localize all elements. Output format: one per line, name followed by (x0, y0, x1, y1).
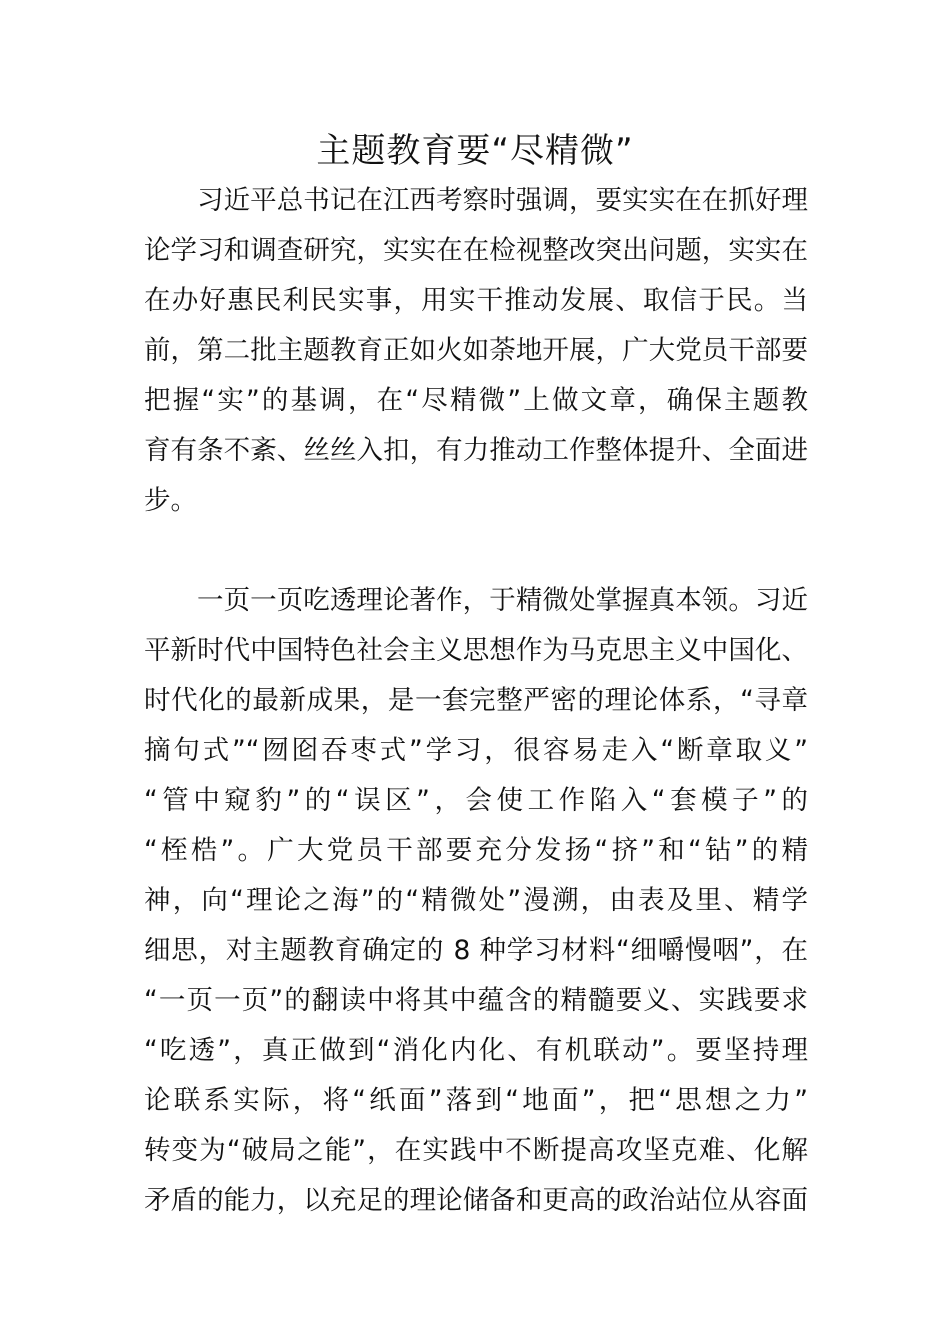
paragraph-line: 矛盾的能力，以充足的理论储备和更高的政治站位从容面 (144, 1185, 808, 1216)
paragraph-line: 在办好惠民利民实事，用实干推动发展、取信于民。当 (144, 285, 808, 316)
paragraph-intro (144, 176, 808, 526)
paragraph-line: 时代化的最新成果，是一套完整严密的理论体系，“寻章 (144, 685, 808, 716)
paragraph-line: “一页一页”的翻读中将其中蕴含的精髓要义、实践要求 (144, 985, 808, 1016)
paragraph-line: 转变为“破局之能”，在实践中不断提高攻坚克难、化解 (144, 1135, 808, 1166)
paragraph-line: 平新时代中国特色社会主义思想作为马克思主义中国化、 (144, 635, 808, 666)
paragraph-line: 细思，对主题教育确定的 8 种学习材料“细嚼慢咽”，在 (144, 935, 808, 966)
paragraph-line: 摘句式”“囫囵吞枣式”学习，很容易走入“断章取义” (144, 735, 808, 766)
document-title: 主题教育要“尽精微” (316, 131, 634, 171)
paragraph-line: 步。 (144, 485, 197, 516)
paragraph-line: 神，向“理论之海”的“精微处”漫溯，由表及里、精学 (144, 885, 808, 916)
paragraph-line: 一页一页吃透理论著作，于精微处掌握真本领。习近 (197, 585, 808, 616)
paragraph-line: 前，第二批主题教育正如火如荼地开展，广大党员干部要 (144, 335, 808, 366)
paragraph-line: “管中窥豹”的“误区”，会使工作陷入“套模子”的 (144, 785, 808, 816)
paragraph-line: “桎梏”。广大党员干部要充分发扬“挤”和“钻”的精 (144, 835, 808, 866)
paragraph-line: 论联系实际，将“纸面”落到“地面”，把“思想之力” (144, 1085, 808, 1116)
paragraph-line: 把握“实”的基调，在“尽精微”上做文章，确保主题教 (144, 385, 808, 416)
paragraph-line: 论学习和调查研究，实实在在检视整改突出问题，实实在 (144, 235, 808, 266)
paragraph-line: “吃透”，真正做到“消化内化、有机联动”。要坚持理 (144, 1035, 808, 1066)
paragraph-line: 育有条不紊、丝丝入扣，有力推动工作整体提升、全面进 (144, 435, 808, 466)
paragraph-line: 习近平总书记在江西考察时强调，要实实在在抓好理 (197, 185, 808, 216)
paragraph-theory-study (144, 576, 808, 1226)
